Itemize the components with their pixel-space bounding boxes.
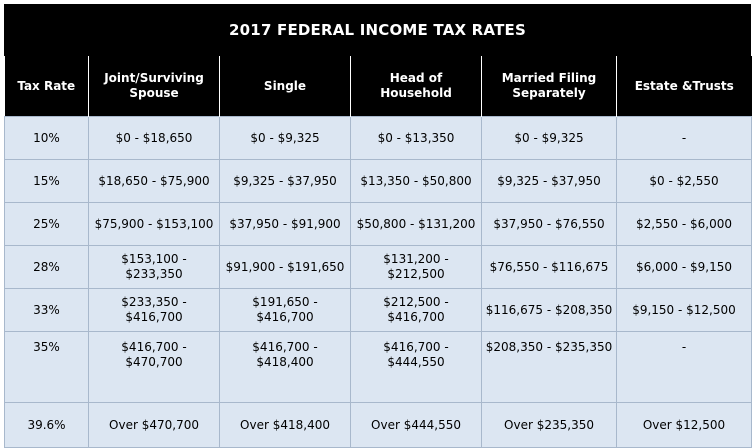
header-estate-trusts: Estate &Trusts (617, 56, 752, 117)
cell-tax-rate: 35% (5, 332, 89, 403)
cell-married-separately: $37,950 - $76,550 (482, 203, 617, 246)
cell-head-of-household: $13,350 - $50,800 (351, 160, 482, 203)
cell-estate-trusts: $9,150 - $12,500 (617, 289, 752, 332)
cell-joint: $75,900 - $153,100 (89, 203, 220, 246)
cell-estate-trusts: - (617, 332, 752, 403)
cell-estate-trusts: $2,550 - $6,000 (617, 203, 752, 246)
table-row (5, 117, 752, 160)
cell-estate-trusts: $6,000 - $9,150 (617, 246, 752, 289)
cell-single: $37,950 - $91,900 (220, 203, 351, 246)
cell-married-separately: $76,550 - $116,675 (482, 246, 617, 289)
cell-head-of-household: Over $444,550 (351, 403, 482, 448)
cell-single: $9,325 - $37,950 (220, 160, 351, 203)
cell-single: $191,650 - $416,700 (220, 289, 351, 332)
cell-tax-rate: 10% (5, 117, 89, 160)
cell-single: $91,900 - $191,650 (220, 246, 351, 289)
header-row (5, 56, 752, 117)
cell-tax-rate: 28% (5, 246, 89, 289)
header-married-filing-separately: Married Filing Separately (482, 56, 617, 117)
cell-head-of-household: $131,200 - $212,500 (351, 246, 482, 289)
cell-married-separately: Over $235,350 (482, 403, 617, 448)
cell-head-of-household: $416,700 - $444,550 (351, 332, 482, 403)
cell-married-separately: $116,675 - $208,350 (482, 289, 617, 332)
cell-joint: $416,700 - $470,700 (89, 332, 220, 403)
table-title: 2017 FEDERAL INCOME TAX RATES (4, 4, 751, 56)
cell-joint: $0 - $18,650 (89, 117, 220, 160)
cell-single: $416,700 - $418,400 (220, 332, 351, 403)
cell-head-of-household: $212,500 - $416,700 (351, 289, 482, 332)
cell-estate-trusts: $0 - $2,550 (617, 160, 752, 203)
header-joint-surviving-spouse: Joint/Surviving Spouse (89, 56, 220, 117)
cell-tax-rate: 15% (5, 160, 89, 203)
cell-tax-rate: 39.6% (5, 403, 89, 448)
table-row (5, 289, 752, 332)
cell-head-of-household: $50,800 - $131,200 (351, 203, 482, 246)
header-head-of-household: Head of Household (351, 56, 482, 117)
table-row (5, 160, 752, 203)
table-row (5, 203, 752, 246)
cell-joint: $233,350 - $416,700 (89, 289, 220, 332)
cell-single: $0 - $9,325 (220, 117, 351, 160)
cell-estate-trusts: - (617, 117, 752, 160)
cell-married-separately: $0 - $9,325 (482, 117, 617, 160)
tax-rates-table-container (4, 4, 751, 437)
header-tax-rate: Tax Rate (5, 56, 89, 117)
cell-joint: $153,100 - $233,350 (89, 246, 220, 289)
table-row (5, 332, 752, 403)
cell-married-separately: $208,350 - $235,350 (482, 332, 617, 403)
cell-single: Over $418,400 (220, 403, 351, 448)
cell-joint: $18,650 - $75,900 (89, 160, 220, 203)
cell-joint: Over $470,700 (89, 403, 220, 448)
cell-head-of-household: $0 - $13,350 (351, 117, 482, 160)
tax-rates-table (4, 56, 752, 448)
cell-married-separately: $9,325 - $37,950 (482, 160, 617, 203)
cell-tax-rate: 25% (5, 203, 89, 246)
cell-tax-rate: 33% (5, 289, 89, 332)
cell-estate-trusts: Over $12,500 (617, 403, 752, 448)
header-single: Single (220, 56, 351, 117)
table-row (5, 246, 752, 289)
